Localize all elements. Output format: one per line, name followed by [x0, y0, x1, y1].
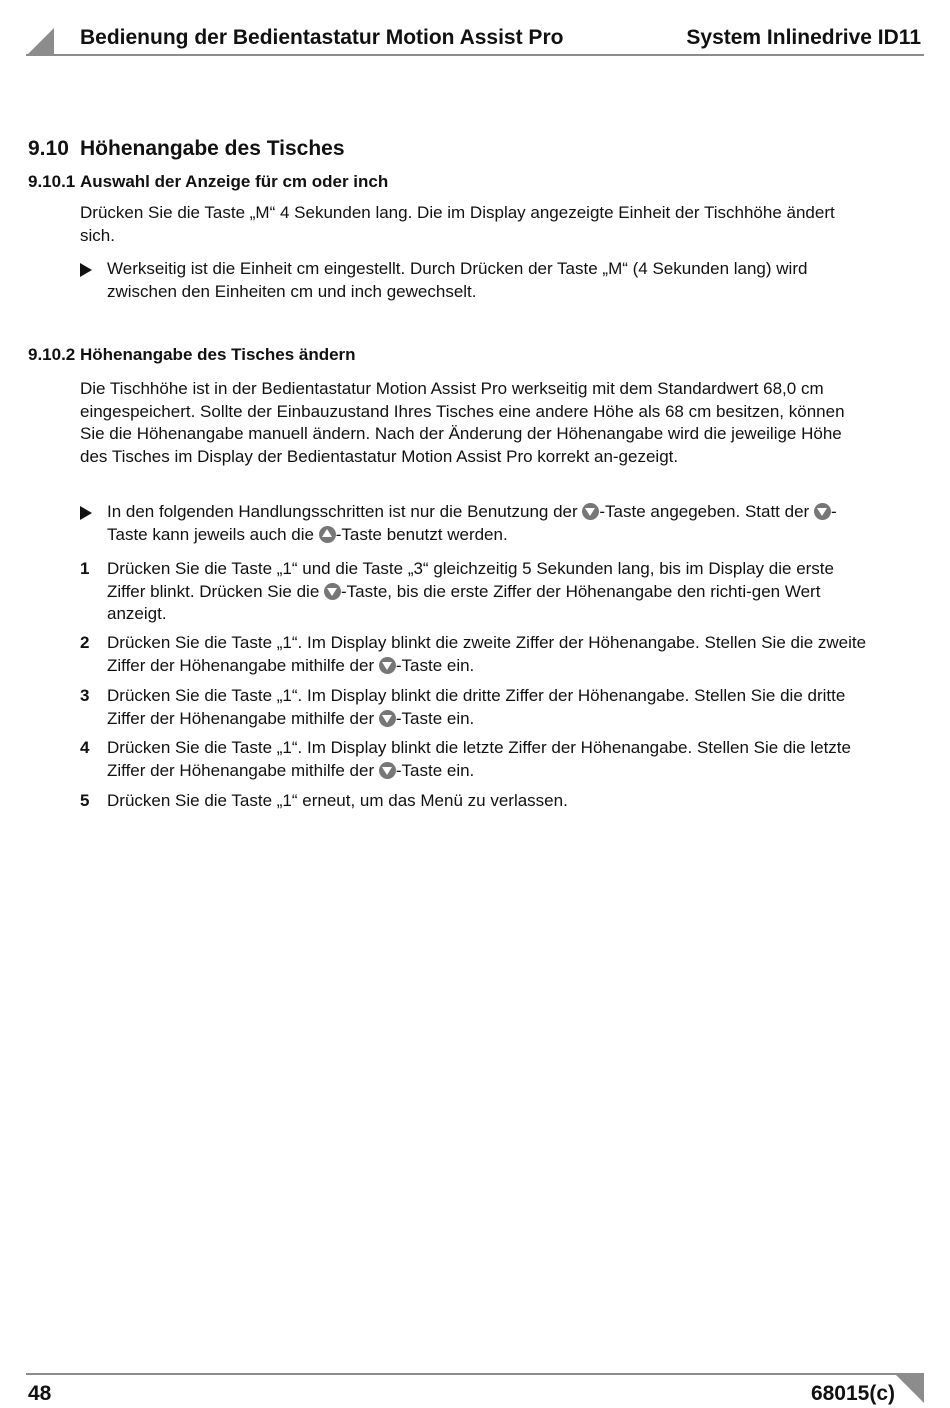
bullet-note-unit: [80, 258, 870, 303]
bullet-text: -Taste angegeben. Statt der: [599, 502, 810, 521]
step-text: -Taste ein.: [395, 655, 475, 675]
subsection-title: Höhenangabe des Tisches ändern: [80, 345, 356, 364]
step-text: Drücken Sie die Taste „1“ erneut, um das Menü zu verlassen.: [107, 791, 568, 810]
header-system-name: System Inlinedrive ID11: [686, 26, 921, 49]
footer-corner-triangle: [896, 1375, 924, 1403]
header-rule: [26, 54, 924, 56]
step-number: 4: [80, 738, 90, 757]
subsection-heading-1: [28, 172, 388, 192]
step-1: [80, 558, 870, 626]
header-corner-triangle: [26, 28, 54, 56]
section-number: 9.10: [28, 137, 69, 160]
subsection-number: 9.10.2: [28, 345, 76, 364]
bullet-arrow-icon: [80, 506, 92, 520]
step-number: 1: [80, 559, 90, 578]
page-number: 48: [28, 1382, 52, 1405]
down-arrow-key-icon: [582, 503, 599, 520]
step-text: -Taste ein.: [395, 760, 475, 780]
step-5: [80, 790, 870, 813]
step-number: 2: [80, 633, 90, 652]
bullet-text: -Taste benutzt werden.: [335, 524, 508, 544]
subsection-title: Auswahl der Anzeige für cm oder inch: [80, 172, 389, 191]
subsection-number: 9.10.1: [28, 172, 76, 191]
step-text: -Taste ein.: [395, 708, 475, 728]
subsection-heading-2: [28, 345, 356, 365]
bullet-text: Werkseitig ist die Einheit cm eingestellt. Durch Drücken der Taste „M“ (4 Sekunden lang) wird zwischen den Einheiten cm und inch gewechselt.: [107, 259, 808, 301]
step-3: [80, 685, 870, 730]
step-number: 5: [80, 791, 90, 810]
step-number: 3: [80, 686, 90, 705]
step-4: [80, 737, 870, 782]
step-text: Drücken Sie die Taste „1“. Im Display blinkt die dritte Ziffer der Höhenangabe. Stellen Sie die dritte Ziffer der Höhenangabe mithilfe der: [107, 686, 846, 728]
step-text: Drücken Sie die Taste „1“. Im Display blinkt die zweite Ziffer der Höhenangabe. Stellen Sie die zweite Ziffer der Höhenangabe mithilfe der: [107, 633, 867, 675]
down-arrow-key-icon: [324, 583, 341, 600]
section-heading: [28, 137, 345, 161]
footer-rule: [26, 1373, 924, 1375]
paragraph-unit-selection: Drücken Sie die Taste „M“ 4 Sekunden lang. Die im Display angezeigte Einheit der Tischhöhe ändert sich.: [80, 203, 835, 245]
down-arrow-key-icon: [379, 762, 396, 779]
bullet-note-keys: [80, 501, 870, 546]
up-arrow-key-icon: [319, 526, 336, 543]
paragraph-height-change: Die Tischhöhe ist in der Bedientastatur Motion Assist Pro werkseitig mit dem Standardwert 68,0 cm eingespeichert. Sollte der Einbauzustand Ihres Tisches eine andere Höhe als 68 cm besitzen, können Sie die Höhenangabe manuell ändern. Nach der Änderung der Höhenangabe wird die jeweilige Höhe des Tisches im Display der Bedientastatur Motion Assist Pro korrekt an-gezeigt.: [80, 379, 845, 466]
down-arrow-key-icon: [379, 710, 396, 727]
document-number: 68015(c): [810, 1382, 895, 1405]
bullet-text: -Taste kann jeweils auch die: [107, 502, 837, 544]
step-2: [80, 632, 870, 677]
step-text: Drücken Sie die Taste „1“. Im Display blinkt die letzte Ziffer der Höhenangabe. Stellen Sie die letzte Ziffer der Höhenangabe mithilfe der: [107, 738, 851, 780]
down-arrow-key-icon: [814, 503, 831, 520]
step-text: Drücken Sie die Taste „1“ und die Taste „3“ gleichzeitig 5 Sekunden lang, bis im Display die erste Ziffer blinkt. Drücken Sie die: [107, 559, 834, 601]
section-title: Höhenangabe des Tisches: [80, 137, 345, 160]
down-arrow-key-icon: [379, 657, 396, 674]
step-text: -Taste, bis die erste Ziffer der Höhenangabe den richti-gen Wert anzeigt.: [107, 581, 821, 623]
bullet-text: In den folgenden Handlungsschritten ist nur die Benutzung der: [107, 502, 578, 521]
header-title: Bedienung der Bedientastatur Motion Assist Pro: [80, 26, 564, 49]
bullet-arrow-icon: [80, 263, 92, 277]
